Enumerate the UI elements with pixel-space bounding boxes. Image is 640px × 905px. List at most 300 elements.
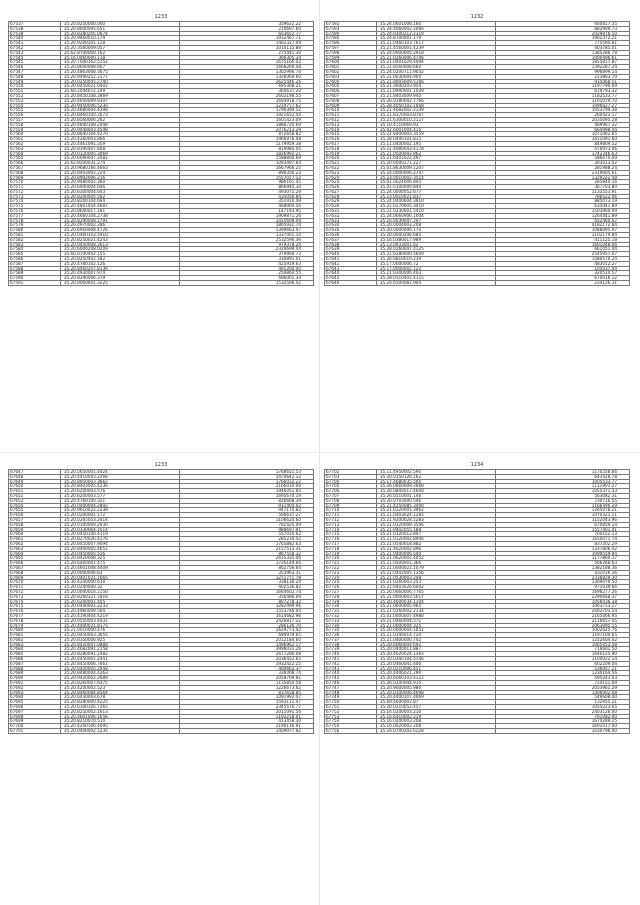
- row-id-cell: 67707: [325, 493, 377, 498]
- amount-cell: 786522.06: [495, 194, 629, 199]
- row-id-cell: 67701: [9, 729, 61, 734]
- account-code-cell: 35.20.9490252.2177: [60, 74, 179, 79]
- account-code-cell: 35.24.8700001.179: [376, 36, 495, 41]
- amount-cell: 1399663.47: [179, 228, 313, 233]
- amount-cell: 1553746.04: [179, 609, 313, 614]
- row-id-cell: 67711: [325, 513, 377, 518]
- row-id-cell: 67614: [325, 127, 377, 132]
- amount-cell: 413458.30: [179, 719, 313, 724]
- row-id-cell: 67582: [9, 237, 61, 242]
- row-id-cell: 67709: [325, 503, 377, 508]
- amount-cell: 336008.74: [179, 671, 313, 676]
- account-code-cell: 35.20.8290006.379: [60, 276, 179, 281]
- amount-cell: 1271771.78: [179, 575, 313, 580]
- account-code-cell: 35.20.6200001.405: [60, 599, 179, 604]
- amount-cell: 595243.03: [495, 676, 629, 681]
- account-code-cell: 35.20.4840108.2048: [60, 122, 179, 127]
- row-id-cell: 67580: [9, 228, 61, 233]
- account-code-cell: 35.62.8200031.274: [60, 161, 179, 166]
- row-id-cell: 67612: [325, 117, 377, 122]
- account-code-cell: 35.20.4682091.2158: [60, 647, 179, 652]
- row-id-cell: 67622: [325, 165, 377, 170]
- row-id-cell: 67589: [9, 271, 61, 276]
- account-code-cell: 35.16.0380017.989: [376, 237, 495, 242]
- row-id-cell: 67754: [325, 719, 377, 724]
- amount-cell: 1650071.74: [495, 537, 629, 542]
- amount-cell: 1382188.36: [495, 565, 629, 570]
- account-code-cell: 35.60.0700402.155: [60, 252, 179, 257]
- account-code-cell: 35.16.0200003.210: [376, 709, 495, 714]
- amount-cell: 1053799.38: [495, 108, 629, 113]
- row-id-cell: 67659: [9, 527, 61, 532]
- account-code-cell: 35.20.0450005.516: [60, 551, 179, 556]
- amount-cell: 1409977.82: [179, 729, 313, 734]
- row-id-cell: 67577: [9, 213, 61, 218]
- row-id-cell: 67706: [325, 489, 377, 494]
- amount-cell: 2116657.45: [495, 618, 629, 623]
- amount-cell: 1667966.25: [179, 165, 313, 170]
- amount-cell: 1065453.58: [495, 642, 629, 647]
- row-id-cell: 67693: [9, 690, 61, 695]
- row-id-cell: 67662: [9, 541, 61, 546]
- row-id-cell: 67756: [325, 729, 377, 734]
- row-id-cell: 67566: [9, 161, 61, 166]
- account-code-cell: 35.20.6060103.4122: [376, 676, 495, 681]
- row-id-cell: 67708: [325, 498, 377, 503]
- amount-cell: 330891.01: [179, 257, 313, 262]
- amount-cell: 1182533.77: [495, 93, 629, 98]
- amount-cell: 1309479.50: [495, 580, 629, 585]
- amount-cell: 353963.31: [179, 570, 313, 575]
- amount-cell: 1886720.69: [179, 122, 313, 127]
- account-code-cell: 35.20.8260007.6475: [60, 681, 179, 686]
- row-id-cell: 67676: [9, 609, 61, 614]
- account-code-cell: 35.30.4240000.610: [60, 580, 179, 585]
- amount-cell: 819985.05: [179, 146, 313, 151]
- row-id-cell: 67549: [9, 79, 61, 84]
- row-id-cell: 67550: [9, 84, 61, 89]
- amount-cell: 360637.20: [179, 89, 313, 94]
- amount-cell: 1470642.12: [179, 474, 313, 479]
- row-id-cell: 67685: [9, 652, 61, 657]
- amount-cell: 979378.24: [179, 242, 313, 247]
- ledger-body: [9, 470, 314, 734]
- account-code-cell: 35.16.0020002.208: [376, 724, 495, 729]
- row-id-cell: 67663: [9, 546, 61, 551]
- account-code-cell: 35.20.4020024.1365: [376, 652, 495, 657]
- amount-cell: 1166496.29: [495, 503, 629, 508]
- amount-cell: 2532596.36: [179, 237, 313, 242]
- account-code-cell: 35.21.0030004.904: [376, 74, 495, 79]
- account-code-cell: 35.17.0000006.72: [376, 261, 495, 266]
- row-id-cell: 67561: [9, 137, 61, 142]
- row-id-cell: 67639: [325, 247, 377, 252]
- amount-cell: 132955.21: [495, 700, 629, 705]
- account-code-cell: 35.20.0450008.2613: [60, 242, 179, 247]
- account-code-cell: 35.26.0660006.7765: [376, 589, 495, 594]
- amount-cell: 1675166.02: [179, 60, 313, 65]
- account-code-cell: 35.21.0403026.6002: [376, 585, 495, 590]
- amount-cell: 1010115.88: [179, 45, 313, 50]
- row-id-cell: 67723: [325, 570, 377, 575]
- account-code-cell: 35.24.0900005.2918: [376, 50, 495, 55]
- row-id-cell: 67750: [325, 700, 377, 705]
- row-id-cell: 67702: [325, 470, 377, 475]
- account-code-cell: 35.21.0230001.5410: [376, 209, 495, 214]
- account-code-cell: 35.20.9450003.3655: [60, 633, 179, 638]
- row-id-cell: 67592: [325, 22, 377, 27]
- amount-cell: 603652.77: [179, 31, 313, 36]
- amount-cell: 1726149.66: [179, 561, 313, 566]
- amount-cell: 761082.00: [495, 714, 629, 719]
- row-id-cell: 67733: [325, 618, 377, 623]
- row-id-cell: 67598: [325, 50, 377, 55]
- page-number: 1232: [470, 14, 484, 20]
- account-code-cell: 35.20.4400107.4069: [376, 695, 495, 700]
- account-code-cell: 35.62.8700000.162: [60, 50, 179, 55]
- table-row: [9, 729, 314, 734]
- account-code-cell: 35.20.4601006.1656: [60, 714, 179, 719]
- amount-cell: 652460.47: [495, 218, 629, 223]
- account-code-cell: 35.16.0700202.6228: [376, 729, 495, 734]
- amount-cell: 1025609.09: [179, 218, 313, 223]
- row-id-cell: 67666: [9, 561, 61, 566]
- row-id-cell: 67642: [325, 261, 377, 266]
- amount-cell: 1385286.78: [495, 50, 629, 55]
- row-id-cell: 67641: [325, 257, 377, 262]
- account-code-cell: 35.20.4400021.8175: [60, 623, 179, 628]
- account-code-cell: 35.20.0000006.63: [60, 570, 179, 575]
- amount-cell: 2219777.62: [179, 103, 313, 108]
- row-id-cell: 67741: [325, 657, 377, 662]
- amount-cell: 1693918.75: [179, 98, 313, 103]
- account-code-cell: 35.21.0402005.1356: [376, 570, 495, 575]
- row-id-cell: 67743: [325, 666, 377, 671]
- account-code-cell: 35.17.4680035.595: [376, 479, 495, 484]
- row-id-cell: 67699: [9, 719, 61, 724]
- amount-cell: 1902372.21: [495, 36, 629, 41]
- amount-cell: 1133553.91: [495, 189, 629, 194]
- amount-cell: 1766032.22: [179, 479, 313, 484]
- amount-cell: 359622.22: [179, 22, 313, 27]
- amount-cell: 2029876.10: [495, 31, 629, 36]
- row-id-cell: 67645: [325, 276, 377, 281]
- amount-cell: 807278.32: [179, 599, 313, 604]
- account-code-cell: 35.21.0010000.476: [60, 628, 179, 633]
- row-id-cell: 67606: [325, 89, 377, 94]
- amount-cell: 911404.02: [179, 503, 313, 508]
- row-id-cell: 67643: [325, 266, 377, 271]
- account-code-cell: 35.01.0100009.840: [376, 185, 495, 190]
- account-code-cell: 35.20.0440002.2233: [60, 604, 179, 609]
- account-code-cell: 35.20.9448003.4598: [60, 127, 179, 132]
- account-code-cell: 35.21.0400006.540: [376, 551, 495, 556]
- amount-cell: 2058709.81: [179, 676, 313, 681]
- row-id-cell: 67749: [325, 695, 377, 700]
- amount-cell: 1070321.11: [495, 513, 629, 518]
- account-code-cell: 35.20.6430003.678: [60, 695, 179, 700]
- account-code-cell: 35.20.8350006.925: [60, 637, 179, 642]
- amount-cell: 2329699.44: [179, 247, 313, 252]
- account-code-cell: 35.24.0400604.3910: [376, 199, 495, 204]
- row-id-cell: 67579: [9, 223, 61, 228]
- amount-cell: 635041.89: [495, 204, 629, 209]
- row-id-cell: 67638: [325, 242, 377, 247]
- row-id-cell: 67664: [9, 551, 61, 556]
- account-code-cell: 35.60.2044072.149: [60, 89, 179, 94]
- row-id-cell: 67746: [325, 681, 377, 686]
- amount-cell: 1252604.42: [495, 637, 629, 642]
- amount-cell: 781425.09: [179, 522, 313, 527]
- amount-cell: 2602198.55: [179, 93, 313, 98]
- amount-cell: 1932467.71: [179, 36, 313, 41]
- account-code-cell: 35.20.8200005.502: [60, 194, 179, 199]
- account-code-cell: 35.20.8950003.3662: [60, 479, 179, 484]
- row-id-cell: 67613: [325, 122, 377, 127]
- account-code-cell: 35.20.6000208.0209: [60, 247, 179, 252]
- account-code-cell: 35.26.0200044.915: [376, 681, 495, 686]
- account-code-cell: 35.20.8403005.4236: [60, 484, 179, 489]
- amount-cell: 947174.82: [179, 508, 313, 513]
- amount-cell: 689979.65: [179, 633, 313, 638]
- row-id-cell: 67653: [9, 498, 61, 503]
- row-id-cell: 67722: [325, 565, 377, 570]
- amount-cell: 1265078.21: [495, 508, 629, 513]
- row-id-cell: 67596: [325, 41, 377, 46]
- amount-cell: 867558.32: [179, 551, 313, 556]
- amount-cell: 1161079.70: [495, 98, 629, 103]
- account-code-cell: 35.20.8640017.181: [60, 209, 179, 214]
- account-code-cell: 35.20.8420007.0888: [60, 642, 179, 647]
- amount-cell: 2545957.07: [495, 252, 629, 257]
- row-id-cell: 67652: [9, 493, 61, 498]
- account-code-cell: 35.20.6940004.646: [60, 185, 179, 190]
- account-code-cell: 35.20.0210052.457: [376, 705, 495, 710]
- row-id-cell: 67718: [325, 546, 377, 551]
- account-code-cell: 35.21.0000003.5617: [376, 594, 495, 599]
- row-id-cell: 67726: [325, 585, 377, 590]
- account-code-cell: 35.21.0620001.4052: [376, 556, 495, 561]
- account-code-cell: 35.21.0500001.366: [376, 561, 495, 566]
- row-id-cell: 67611: [325, 113, 377, 118]
- account-code-cell: 35.26.0810019.239: [376, 257, 495, 262]
- amount-cell: 1306002.08: [495, 690, 629, 695]
- amount-cell: 351910.49: [179, 199, 313, 204]
- amount-cell: 660817.35: [495, 22, 629, 27]
- row-id-cell: 67683: [9, 642, 61, 647]
- row-id-cell: 67670: [9, 580, 61, 585]
- row-id-cell: 67755: [325, 724, 377, 729]
- account-code-cell: 35.02.6001004.415: [376, 127, 495, 132]
- account-code-cell: 35.20.0200001.172: [60, 513, 179, 518]
- account-code-cell: 35.26.0840017.4600: [376, 489, 495, 494]
- amount-cell: 260423.17: [495, 113, 629, 118]
- amount-cell: 1601017.00: [495, 724, 629, 729]
- row-id-cell: 67698: [9, 714, 61, 719]
- account-code-cell: 35.20.9450006.5230: [60, 103, 179, 108]
- row-id-cell: 67674: [9, 599, 61, 604]
- account-code-cell: 35.24.0660906.1004: [376, 213, 495, 218]
- row-id-cell: 67604: [325, 79, 377, 84]
- row-id-cell: 67605: [325, 84, 377, 89]
- amount-cell: 1337806.42: [495, 546, 629, 551]
- row-id-cell: 67569: [9, 175, 61, 180]
- row-id-cell: 67547: [9, 69, 61, 74]
- account-code-cell: 35.20.6300004.643: [60, 189, 179, 194]
- row-id-cell: 67617: [325, 141, 377, 146]
- amount-cell: 379960.73: [179, 252, 313, 257]
- account-code-cell: 35.20.8280000.4225: [60, 700, 179, 705]
- row-id-cell: 67658: [9, 522, 61, 527]
- row-id-cell: 67719: [325, 551, 377, 556]
- row-id-cell: 67563: [9, 146, 61, 151]
- amount-cell: 1093497.64: [179, 161, 313, 166]
- amount-cell: 303013.52: [495, 161, 629, 166]
- page-number: 1233: [154, 462, 168, 468]
- amount-cell: 1668269.58: [179, 65, 313, 70]
- account-code-cell: 35.20.9480002.360: [60, 180, 179, 185]
- amount-cell: 1063713.27: [495, 604, 629, 609]
- ledger-table: [8, 469, 314, 734]
- account-code-cell: 35.20.8280091.2482: [60, 652, 179, 657]
- row-id-cell: 67737: [325, 637, 377, 642]
- row-id-cell: 67675: [9, 604, 61, 609]
- account-code-cell: 35.21.0530003.248: [376, 575, 495, 580]
- row-id-cell: 67684: [9, 647, 61, 652]
- account-code-cell: 35.24.0000006.2747: [376, 170, 495, 175]
- row-id-cell: 67720: [325, 556, 377, 561]
- amount-cell: 1462327.09: [179, 41, 313, 46]
- account-code-cell: 35.20.4760100.321: [60, 498, 179, 503]
- account-code-cell: 35.21.9200028.1283: [376, 517, 495, 522]
- row-id-cell: 67560: [9, 132, 61, 137]
- account-code-cell: 35.20.4410003.2266: [60, 474, 179, 479]
- amount-cell: 1588800.69: [179, 156, 313, 161]
- amount-cell: 1071062.65: [495, 132, 629, 137]
- account-code-cell: 35.20.0250005.2740: [60, 79, 179, 84]
- account-code-cell: 35.20.4600034.1104: [376, 599, 495, 604]
- account-code-cell: 35.20.8250002.1613: [60, 709, 179, 714]
- account-code-cell: 35.20.8460207.8136: [60, 266, 179, 271]
- account-code-cell: 35.21.0000022.1079: [376, 565, 495, 570]
- row-id-cell: 67679: [9, 623, 61, 628]
- account-code-cell: 35.21.0401029.4094: [376, 60, 495, 65]
- amount-cell: 802756.64: [179, 565, 313, 570]
- amount-cell: 1742346.63: [495, 151, 629, 156]
- row-id-cell: 67732: [325, 613, 377, 618]
- row-id-cell: 67731: [325, 609, 377, 614]
- page-top-right: [324, 14, 630, 286]
- ledger-table: [8, 21, 314, 286]
- amount-cell: 1865931.74: [179, 223, 313, 228]
- row-id-cell: 67607: [325, 93, 377, 98]
- amount-cell: 147193.95: [179, 209, 313, 214]
- account-code-cell: 35.20.8250000.000: [60, 22, 179, 27]
- row-id-cell: 67625: [325, 180, 377, 185]
- account-code-cell: 35.20.9460010.179: [60, 36, 179, 41]
- account-code-cell: 35.21.0600005.965: [376, 604, 495, 609]
- row-id-cell: 67576: [9, 209, 61, 214]
- account-code-cell: 35.21.8560008.660: [376, 65, 495, 70]
- row-id-cell: 67713: [325, 522, 377, 527]
- amount-cell: 4182172.64: [495, 223, 629, 228]
- account-code-cell: 35.01.8630009.1207: [376, 165, 495, 170]
- amount-cell: 1629773.42: [179, 628, 313, 633]
- amount-cell: 566268.63: [495, 561, 629, 566]
- row-id-cell: 67573: [9, 194, 61, 199]
- row-id-cell: 67554: [9, 103, 61, 108]
- account-code-cell: 35.21.0460004.571: [376, 618, 495, 623]
- amount-cell: 1192218.01: [179, 714, 313, 719]
- amount-cell: 1580570.24: [495, 257, 629, 262]
- account-code-cell: 35.26.0510001.146: [376, 493, 495, 498]
- amount-cell: 1796390.52: [179, 108, 313, 113]
- account-code-cell: 35.20.4780102.126: [60, 261, 179, 266]
- amount-cell: 670016.12: [495, 276, 629, 281]
- amount-cell: 1695670.19: [179, 493, 313, 498]
- account-code-cell: 35.16.0200003.208: [376, 719, 495, 724]
- account-code-cell: 35.16.0460000.118: [60, 55, 179, 60]
- amount-cell: 1768651.53: [179, 470, 313, 475]
- amount-cell: 1088095.97: [495, 228, 629, 233]
- account-code-cell: 35.20.4960009.564: [60, 609, 179, 614]
- row-id-cell: 67729: [325, 599, 377, 604]
- account-code-cell: 35.20.0004003.208: [376, 223, 495, 228]
- row-id-cell: 67736: [325, 633, 377, 638]
- amount-cell: 469967.32: [495, 122, 629, 127]
- row-id-cell: 67555: [9, 108, 61, 113]
- account-code-cell: 35.20.0100006.4098: [376, 690, 495, 695]
- amount-cell: 971039.66: [495, 585, 629, 590]
- row-id-cell: 67681: [9, 633, 61, 638]
- amount-cell: 549608.40: [495, 695, 629, 700]
- account-code-cell: 35.24.0601006.160: [376, 22, 495, 27]
- row-id-cell: 67628: [325, 194, 377, 199]
- account-code-cell: 35.20.0450100.4119: [60, 532, 179, 537]
- amount-cell: 2345576.77: [179, 705, 313, 710]
- row-id-cell: 67715: [325, 532, 377, 537]
- row-id-cell: 67572: [9, 189, 61, 194]
- row-id-cell: 67648: [9, 474, 61, 479]
- row-id-cell: 67597: [325, 45, 377, 50]
- row-id-cell: 67692: [9, 685, 61, 690]
- amount-cell: 1177860.37: [495, 556, 629, 561]
- account-code-cell: 35.20.8450006.7661: [60, 661, 179, 666]
- row-id-cell: 67644: [325, 271, 377, 276]
- row-id-cell: 67669: [9, 575, 61, 580]
- ledger-table: [324, 469, 630, 734]
- row-id-cell: 67574: [9, 199, 61, 204]
- amount-cell: 695308.21: [179, 84, 313, 89]
- account-code-cell: 35.20.4260003.866: [60, 137, 179, 142]
- account-code-cell: 35.20.8000095.651: [60, 26, 179, 31]
- amount-cell: 493075.29: [179, 189, 313, 194]
- amount-cell: 1640125.90: [495, 652, 629, 657]
- amount-cell: 2290668.37: [495, 594, 629, 599]
- account-code-cell: 35.20.0550003.4431: [60, 618, 179, 623]
- account-code-cell: 35.20.6200003.577: [60, 493, 179, 498]
- amount-cell: 2076213.29: [179, 127, 313, 132]
- amount-cell: 696001.34: [179, 276, 313, 281]
- amount-cell: 2035095.28: [495, 117, 629, 122]
- row-id-cell: 67586: [9, 257, 61, 262]
- row-id-cell: 67562: [9, 141, 61, 146]
- amount-cell: 563082.31: [495, 493, 629, 498]
- row-id-cell: 67620: [325, 156, 377, 161]
- row-id-cell: 67585: [9, 252, 61, 257]
- account-code-cell: 35.20.0400004.2892: [60, 503, 179, 508]
- row-id-cell: 67752: [325, 709, 377, 714]
